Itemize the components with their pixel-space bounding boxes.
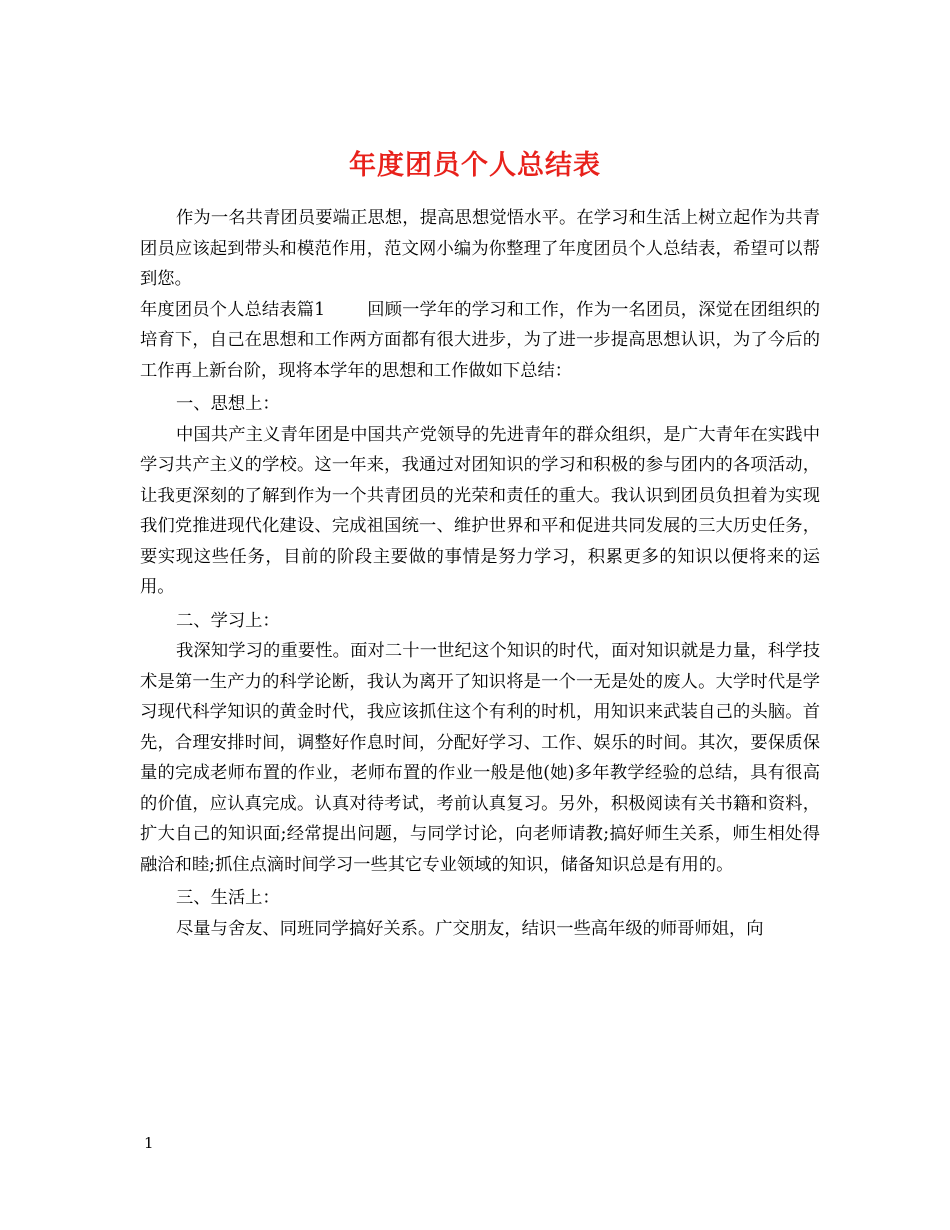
heading-life: 三、生活上： [176,888,280,908]
intro-paragraph: 作为一名共青团员要端正思想，提高思想觉悟水平。在学习和生活上树立起作为共青团员应该起到带头和模范作用，范文网小编为你整理了年度团员个人总结表，希望可以帮到您。 [140,208,820,289]
section-intro-text: 回顾一学年的学习和工作，作为一名团员，深觉在团组织的培育下，自己在思想和工作两方面都有很大进步，为了进一步提高思想认识，为了今后的工作再上新台阶，现将本学年的思想和工作做如下总结： [140,299,820,381]
heading-thought: 一、思想上： [176,394,280,414]
paragraph-life: 尽量与舍友、同班同学搞好关系。广交朋友，结识一些高年级的师哥师姐，向 [176,918,764,939]
page-number: 1 [144,1134,154,1152]
document-body [140,203,820,944]
section-intro-paragraph [140,295,820,387]
paragraph-study: 我深知学习的重要性。面对二十一世纪这个知识的时代，面对知识就是力量，科学技术是第一生产力的科学论断，我认为离开了知识将是一个一无是处的废人。大学时代是学习现代科学知识的黄金时代，我应该抓住这个有利的时机，用知识来武装自己的头脑。首先，合理安排时间，调整好作息时间，分配好学习、工作、娱乐的时间。其次，要保质保量的完成老师布置的作业，老师布置的作业一般是他(她)多年教学经验的总结，具有很高的价值，应认真完成。认真对待考试，考前认真复习。另外，积极阅读有关书籍和资料，扩大自己的知识面;经常提出问题，与同学讨论，向老师请教;搞好师生关系，师生相处得融洽和睦;抓住点滴时间学习一些其它专业领域的知识，储备知识总是有用的。 [140,641,820,875]
section-label: 年度团员个人总结表篇1 [140,299,326,320]
heading-study: 二、学习上： [176,610,280,631]
paragraph-thought: 中国共产主义青年团是中国共产党领导的先进青年的群众组织，是广大青年在实践中学习共产主义的学校。这一年来，我通过对团知识的学习和积极的参与团内的各项活动，让我更深刻的了解到作为一个共青团员的光荣和责任的重大。我认识到团员负担着为实现我们党推进现代化建设、完成祖国统一、维护世界和平和促进共同发展的三大历史任务，要实现这些任务，目前的阶段主要做的事情是努力学习，积累更多的知识以便将来的运用。 [140,424,820,597]
document-title: 年度团员个人总结表 [349,150,601,182]
